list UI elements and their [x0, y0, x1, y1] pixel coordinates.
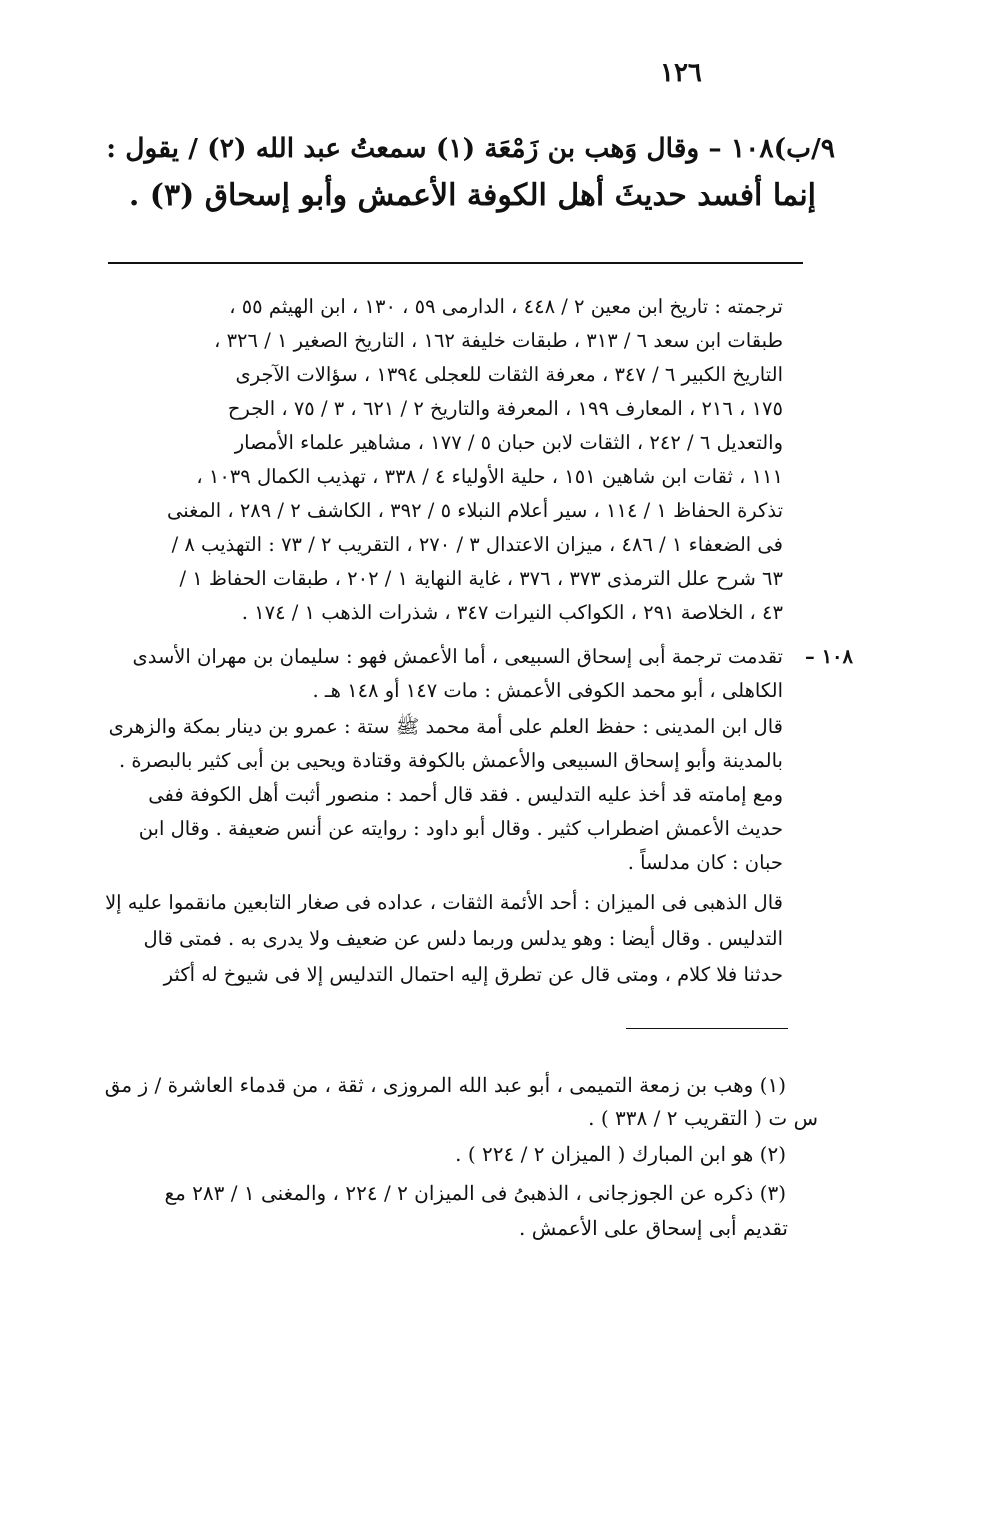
main-text-line: ٩/ب)١٠٨ – وقال وَهب بن زَمْعَة (١) سمعتُ عبد الله (٢) / يقول :: [106, 133, 835, 164]
note-line: ومع إمامته قد أخذ عليه التدليس . فقد قال أحمد : منصور أثبت أهل الكوفة ففى: [148, 783, 783, 806]
footnote-line: س ت ( التقريب ٢ / ٣٣٨ ) .: [588, 1106, 818, 1130]
note-line: التاريخ الكبير ٦ / ٣٤٧ ، معرفة الثقات للعجلى ١٣٩٤ ، سؤالات الآجرى: [235, 363, 783, 386]
note-line: قال الذهبى فى الميزان : أحد الأئمة الثقات ، عداده فى صغار التابعين مانقموا عليه إلا: [105, 891, 783, 914]
footnote-line: تقديم أبى إسحاق على الأعمش .: [518, 1216, 788, 1240]
note-line: والتعديل ٦ / ٢٤٢ ، الثقات لابن حبان ٥ / ١٧٧ ، مشاهير علماء الأمصار: [234, 431, 783, 454]
note-line: بالمدينة وأبو إسحاق السبيعى والأعمش بالكوفة وقتادة ويحيى بن أبى كثير بالبصرة .: [118, 749, 783, 772]
note-line: التدليس . وقال أيضا : وهو يدلس وربما دلس عن ضعيف ولا يدرى به . فمتى قال: [143, 927, 783, 950]
note-line: حدثنا فلا كلام ، ومتى قال عن تطرق إليه احتمال التدليس إلا فى شيوخ له أكثر: [163, 963, 783, 986]
note-line: تذكرة الحفاظ ١ / ١١٤ ، سير أعلام النبلاء ٥ / ٣٩٢ ، الكاشف ٢ / ٢٨٩ ، المغنى: [166, 499, 783, 522]
note-line: ٦٣ شرح علل الترمذى ٣٧٣ ، ٣٧٦ ، غاية النهاية ١ / ٢٠٢ ، طبقات الحفاظ ١ /: [179, 567, 783, 590]
note-line: قال ابن المدينى : حفظ العلم على أمة محمد ﷺ ستة : عمرو بن دينار بمكة والزهرى: [108, 715, 783, 738]
note-line: حبان : كان مدلساً .: [627, 851, 783, 874]
note-number: ١٠٨ –: [805, 645, 853, 668]
page-number: ١٢٦: [660, 58, 702, 88]
note-line: الكاهلى ، أبو محمد الكوفى الأعمش : مات ١٤٧ أو ١٤٨ هـ .: [312, 679, 783, 702]
footnote-rule: [626, 1028, 788, 1029]
main-text-line: إنما أفسد حديثَ أهل الكوفة الأعمش وأبو إسحاق (٣) .: [128, 178, 816, 213]
note-line: ١٧٥ ، ٢١٦ ، المعارف ١٩٩ ، المعرفة والتاريخ ٢ / ٦٢١ ، ٣ / ٧٥ ، الجرح: [227, 397, 783, 420]
footnote-line: (١) وهب بن زمعة التميمى ، أبو عبد الله المروزى ، ثقة ، من قدماء العاشرة / ز مق: [104, 1073, 786, 1097]
note-line: ١١١ ، ثقات ابن شاهين ١٥١ ، حلية الأولياء ٤ / ٣٣٨ ، تهذيب الكمال ١٠٣٩ ،: [196, 465, 783, 488]
note-line: فى الضعفاء ١ / ٤٨٦ ، ميزان الاعتدال ٣ / ٢٧٠ ، التقريب ٢ / ٧٣ : التهذيب ٨ /: [171, 533, 783, 556]
note-line: تقدمت ترجمة أبى إسحاق السبيعى ، أما الأعمش فهو : سليمان بن مهران الأسدى: [132, 645, 783, 668]
note-line: ترجمته : تاريخ ابن معين ٢ / ٤٤٨ ، الدارمى ٥٩ ، ١٣٠ ، ابن الهيثم ٥٥ ،: [229, 295, 783, 318]
footnote-line: (٣) ذكره عن الجوزجانى ، الذهبىُ فى الميزان ٢ / ٢٢٤ ، والمغنى ١ / ٢٨٣ مع: [164, 1181, 786, 1205]
note-line: ٤٣ ، الخلاصة ٢٩١ ، الكواكب النيرات ٣٤٧ ، شذرات الذهب ١ / ١٧٤ .: [241, 601, 783, 624]
separator-rule: [108, 262, 803, 264]
note-line: حديث الأعمش اضطراب كثير . وقال أبو داود : روايته عن أنس ضعيفة . وقال ابن: [138, 817, 783, 840]
footnote-line: (٢) هو ابن المبارك ( الميزان ٢ / ٢٢٤ ) .: [455, 1142, 786, 1166]
note-line: طبقات ابن سعد ٦ / ٣١٣ ، طبقات خليفة ١٦٢ ، التاريخ الصغير ١ / ٣٢٦ ،: [214, 329, 783, 352]
